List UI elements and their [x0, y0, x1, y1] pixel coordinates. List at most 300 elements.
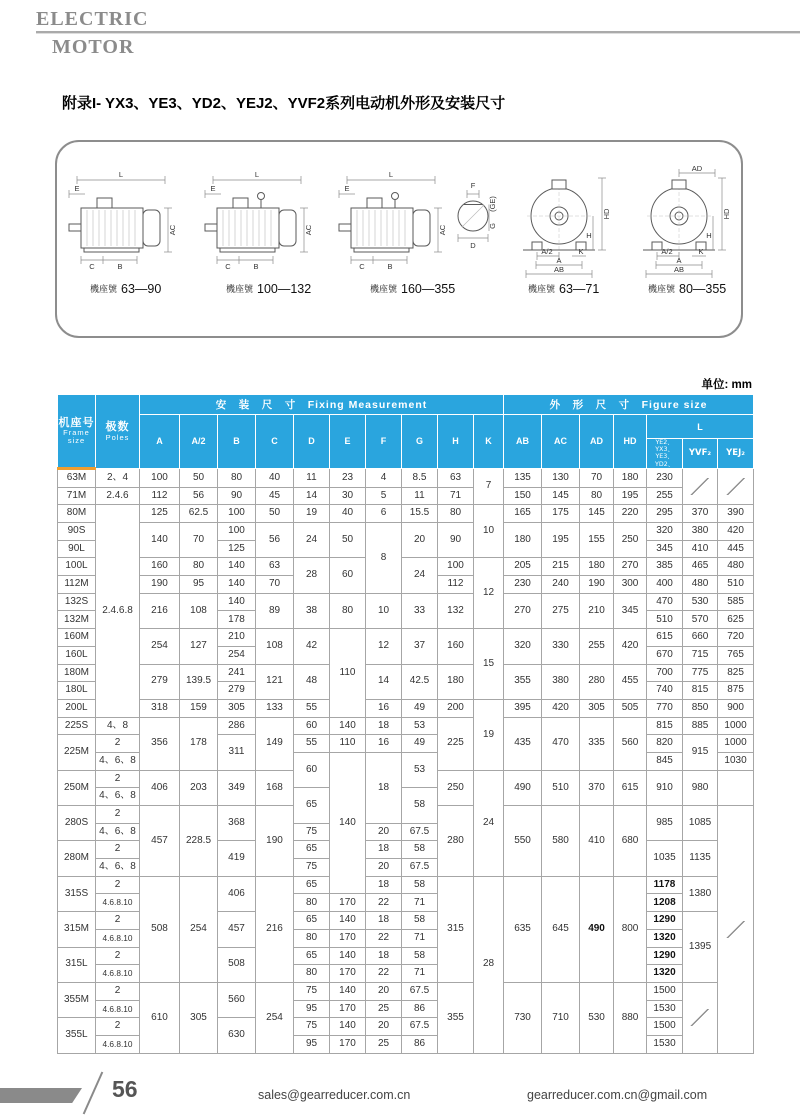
dim-label-L: L — [388, 170, 394, 179]
table-cell: 25 — [366, 1000, 402, 1018]
table-cell: 1320 — [647, 929, 683, 947]
table-cell: 38 — [294, 593, 330, 628]
table-cell: 95 — [294, 1000, 330, 1018]
caption-range-2: 100—132 — [257, 282, 312, 296]
table-cell: 286 — [218, 717, 256, 735]
table-cell: 190 — [256, 806, 294, 877]
table-cell: 2 — [96, 735, 140, 753]
table-cell: 55 — [294, 699, 330, 717]
diagram-panel — [55, 140, 743, 338]
dim-label-AB: AB — [553, 265, 565, 274]
table-cell: 900 — [718, 699, 754, 717]
dim-label-H: H — [706, 231, 712, 240]
table-cell: 112 — [140, 487, 180, 505]
table-cell: 254 — [140, 629, 180, 664]
table-cell: 60 — [294, 717, 330, 735]
table-cell: 315M — [58, 912, 96, 947]
table-row — [58, 523, 754, 541]
table-cell: 203 — [180, 770, 218, 805]
table-cell: 65 — [294, 947, 330, 965]
table-cell: 70 — [180, 523, 218, 558]
table-cell: 108 — [256, 629, 294, 664]
table-cell: 455 — [614, 664, 647, 699]
table-cell: 49 — [402, 735, 438, 753]
table-cell: 11 — [294, 468, 330, 487]
table-cell: 980 — [683, 770, 718, 805]
table-cell: 75 — [294, 982, 330, 1000]
table-row — [58, 558, 754, 576]
dim-label-K: K — [698, 247, 704, 256]
table-cell: 58 — [402, 912, 438, 930]
table-cell: 149 — [256, 717, 294, 770]
table-cell: 349 — [218, 770, 256, 805]
dim-label-L: L — [254, 170, 260, 179]
shaft-section-view — [458, 181, 497, 250]
table-cell: 15.5 — [402, 505, 438, 523]
table-cell: 910 — [647, 770, 683, 805]
table-cell: 42 — [294, 629, 330, 664]
table-cell: 305 — [218, 699, 256, 717]
table-cell: 610 — [140, 982, 180, 1053]
dim-label-HD: HD — [602, 208, 611, 220]
table-cell: 71 — [438, 487, 474, 505]
header-poles-zh: 极数 — [105, 421, 130, 434]
table-cell: 28 — [294, 558, 330, 593]
table-cell: 125 — [218, 540, 256, 558]
table-cell: 160M — [58, 629, 96, 647]
table-cell: 4.6.8.10 — [96, 929, 140, 947]
table-cell: 130 — [542, 468, 580, 487]
table-cell: 60 — [294, 752, 330, 787]
table-cell: 615 — [647, 629, 683, 647]
dim-label-A: A — [556, 256, 562, 265]
dim-label-AC: AC — [168, 224, 177, 236]
table-cell: 80 — [294, 894, 330, 912]
table-cell: 1000 — [718, 717, 754, 735]
table-cell: 1178 — [647, 876, 683, 894]
table-cell: 2 — [96, 982, 140, 1000]
dim-label-AC: AC — [438, 224, 447, 236]
table-cell: 67.5 — [402, 982, 438, 1000]
table-cell: 33 — [402, 593, 438, 628]
spec-table — [57, 394, 754, 1054]
table-cell: 190 — [140, 576, 180, 594]
header-col-F: F — [366, 415, 402, 469]
table-cell: 345 — [647, 540, 683, 558]
table-cell: 985 — [647, 806, 683, 841]
table-cell: 635 — [504, 876, 542, 982]
table-cell: 90S — [58, 523, 96, 541]
table-row — [58, 717, 754, 735]
table-cell: 195 — [614, 487, 647, 505]
header-col-A: A — [140, 415, 180, 469]
table-cell: 419 — [218, 841, 256, 876]
table-cell: 820 — [647, 735, 683, 753]
table-cell: 315S — [58, 876, 96, 911]
table-cell: 20 — [366, 859, 402, 877]
table-cell: 390 — [718, 505, 754, 523]
dim-label-D: D — [470, 241, 476, 250]
table-cell: 311 — [218, 735, 256, 770]
table-cell: 24 — [402, 558, 438, 593]
table-cell: 132S — [58, 593, 96, 611]
table-cell: 145 — [580, 505, 614, 523]
table-cell: 86 — [402, 1035, 438, 1053]
caption-prefix: 機座號 — [647, 284, 675, 294]
table-cell: 560 — [614, 717, 647, 770]
header-frame-size — [58, 395, 96, 469]
side-view-63-90 — [69, 170, 177, 296]
table-cell: 140 — [140, 523, 180, 558]
table-cell: 71 — [402, 894, 438, 912]
table-cell: 145 — [542, 487, 580, 505]
table-cell: 56 — [180, 487, 218, 505]
table-cell: 65 — [294, 788, 330, 823]
table-cell: 18 — [366, 876, 402, 894]
caption-range-1: 63—90 — [121, 282, 162, 296]
table-cell: 254 — [180, 876, 218, 982]
table-cell: 63 — [438, 468, 474, 487]
table-cell: 730 — [504, 982, 542, 1053]
table-cell: 345 — [614, 593, 647, 628]
table-cell: 250 — [614, 523, 647, 558]
table-cell: 875 — [718, 682, 754, 700]
table-cell: 280 — [438, 806, 474, 877]
table-cell: 385 — [647, 558, 683, 576]
table-cell: 95 — [294, 1035, 330, 1053]
table-cell: 815 — [647, 717, 683, 735]
table-cell: 70 — [580, 468, 614, 487]
table-cell: 178 — [218, 611, 256, 629]
table-cell: 4.6.8.10 — [96, 1035, 140, 1053]
table-cell: 216 — [140, 593, 180, 628]
table-row — [58, 629, 754, 647]
slash-cell — [718, 468, 754, 504]
table-cell: 200L — [58, 699, 96, 717]
slash-cell — [683, 982, 718, 1053]
brand-line-2: MOTOR — [52, 36, 135, 58]
table-cell: 645 — [542, 876, 580, 982]
table-cell: 2 — [96, 947, 140, 965]
header-divider — [36, 31, 800, 34]
table-cell: 1135 — [683, 841, 718, 876]
table-cell: 6 — [366, 505, 402, 523]
table-cell: 406 — [140, 770, 180, 805]
table-cell: 2 — [96, 841, 140, 859]
header-group-fixing: 安 装 尺 寸 Fixing Measurement — [140, 395, 504, 415]
table-cell: 100 — [218, 505, 256, 523]
table-cell: 1500 — [647, 1018, 683, 1036]
table-cell: 4.6.8.10 — [96, 894, 140, 912]
table-cell: 1030 — [718, 752, 754, 770]
table-cell: 49 — [402, 699, 438, 717]
table-cell: 60 — [330, 558, 366, 593]
table-cell: 18 — [366, 841, 402, 859]
table-cell: 420 — [718, 523, 754, 541]
dim-label-AD: AD — [691, 164, 703, 173]
table-cell: 20 — [366, 823, 402, 841]
table-cell: 67.5 — [402, 823, 438, 841]
table-cell: 550 — [504, 806, 542, 877]
table-cell: 24 — [474, 770, 504, 876]
dim-label-K: K — [578, 247, 584, 256]
slash-cell — [683, 468, 718, 504]
table-cell: 1000 — [718, 735, 754, 753]
table-row — [58, 664, 754, 682]
header-frame-en2: size — [67, 436, 86, 446]
table-cell: 80 — [580, 487, 614, 505]
table-cell: 220 — [614, 505, 647, 523]
table-cell: 7 — [474, 468, 504, 504]
table-cell: 815 — [683, 682, 718, 700]
table-cell: 368 — [218, 806, 256, 841]
table-cell: 12 — [366, 629, 402, 664]
caption-range-3: 160—355 — [401, 282, 456, 296]
table-cell: 155 — [580, 523, 614, 558]
table-cell: 18 — [366, 912, 402, 930]
table-cell: 270 — [614, 558, 647, 576]
table-cell: 10 — [366, 593, 402, 628]
header-col-L: L — [647, 415, 754, 439]
table-cell: 160 — [438, 629, 474, 664]
table-cell: 845 — [647, 752, 683, 770]
table-cell: 510 — [542, 770, 580, 805]
table-cell: 140 — [218, 576, 256, 594]
table-cell: 580 — [542, 806, 580, 877]
header-col-C: C — [256, 415, 294, 469]
table-cell: 89 — [256, 593, 294, 628]
header-subcol-series — [647, 439, 683, 469]
table-cell: 885 — [683, 717, 718, 735]
table-cell: 170 — [330, 894, 366, 912]
caption-prefix: 機座號 — [225, 284, 253, 294]
brand-line-1: ELECTRIC — [36, 8, 149, 30]
table-cell: 132 — [438, 593, 474, 628]
table-cell: 140 — [330, 1018, 366, 1036]
table-cell: 8.5 — [402, 468, 438, 487]
table-cell: 720 — [718, 629, 754, 647]
table-cell: 20 — [366, 982, 402, 1000]
caption-range-5: 80—355 — [679, 282, 727, 296]
table-cell: 435 — [504, 717, 542, 770]
dim-label-B: B — [387, 262, 393, 271]
caption-prefix: 機座號 — [527, 284, 555, 294]
table-cell: 140 — [218, 593, 256, 611]
dim-label-HD: HD — [722, 208, 731, 220]
table-cell: 139.5 — [180, 664, 218, 699]
table-cell: 50 — [330, 523, 366, 558]
dim-label-B: B — [117, 262, 123, 271]
table-cell: 305 — [580, 699, 614, 717]
table-cell: 80 — [330, 593, 366, 628]
table-cell: 25 — [366, 1035, 402, 1053]
table-cell: 50 — [180, 468, 218, 487]
table-cell: 420 — [614, 629, 647, 664]
table-cell: 225 — [438, 717, 474, 770]
table-cell: 370 — [580, 770, 614, 805]
table-cell: 2 — [96, 876, 140, 894]
table-cell: 180L — [58, 682, 96, 700]
table-cell: 225S — [58, 717, 96, 735]
table-cell: 175 — [542, 505, 580, 523]
header-col-B: B — [218, 415, 256, 469]
table-cell: 100L — [58, 558, 96, 576]
table-cell: 108 — [180, 593, 218, 628]
motor-diagrams — [57, 142, 741, 336]
table-cell: 160L — [58, 646, 96, 664]
header-subcol-series-line2: YE3、YD2、 — [655, 453, 675, 468]
table-cell: 170 — [330, 965, 366, 983]
table-cell: 4.6.8.10 — [96, 1000, 140, 1018]
table-cell: 295 — [647, 505, 683, 523]
table-cell: 75 — [294, 859, 330, 877]
table-cell: 710 — [542, 982, 580, 1053]
table-cell: 210 — [218, 629, 256, 647]
table-cell: 48 — [294, 664, 330, 699]
table-cell: 71 — [402, 929, 438, 947]
page-number: 56 — [112, 1076, 138, 1102]
table-cell: 315L — [58, 947, 96, 982]
dim-label-C: C — [225, 262, 231, 271]
table-cell: 14 — [366, 664, 402, 699]
table-cell: 279 — [140, 664, 180, 699]
table-cell: 505 — [614, 699, 647, 717]
table-cell: 270 — [504, 593, 542, 628]
dim-label-H: H — [586, 231, 592, 240]
table-cell: 630 — [218, 1018, 256, 1053]
table-cell: 180 — [438, 664, 474, 699]
table-cell: 825 — [718, 664, 754, 682]
table-cell: 1530 — [647, 1035, 683, 1053]
unit-note: 单位: mm — [701, 379, 752, 391]
table-cell: 140 — [330, 982, 366, 1000]
table-cell: 110 — [330, 735, 366, 753]
table-cell: 4、6、8 — [96, 752, 140, 770]
header-col-A2: A/2 — [180, 415, 218, 469]
table-cell: 228.5 — [180, 806, 218, 877]
table-row — [58, 487, 754, 505]
table-cell — [718, 770, 754, 805]
header-frame-en1: Frame — [63, 428, 90, 438]
table-cell: 40 — [256, 468, 294, 487]
table-cell: 457 — [140, 806, 180, 877]
table-cell: 4、6、8 — [96, 859, 140, 877]
table-cell: 280 — [580, 664, 614, 699]
table-cell: 75 — [294, 1018, 330, 1036]
table-cell: 1320 — [647, 965, 683, 983]
table-cell: 140 — [330, 947, 366, 965]
table-cell: 1380 — [683, 876, 718, 911]
table-cell: 585 — [718, 593, 754, 611]
caption-range-4: 63—71 — [559, 282, 600, 296]
table-cell: 121 — [256, 664, 294, 699]
table-cell: 133 — [256, 699, 294, 717]
header-col-G: G — [402, 415, 438, 469]
table-cell: 380 — [542, 664, 580, 699]
table-cell: 180 — [504, 523, 542, 558]
table-cell: 10 — [474, 505, 504, 558]
table-cell: 22 — [366, 929, 402, 947]
table-cell: 65 — [294, 876, 330, 894]
table-cell: 19 — [294, 505, 330, 523]
table-cell: 250M — [58, 770, 96, 805]
footer-email-sales: sales@gearreducer.com.cn — [258, 1088, 411, 1102]
table-cell: 100 — [140, 468, 180, 487]
page-title: 附录I- YX3、YE3、YD2、YEJ2、YVF2系列电动机外形及安装尺寸 — [62, 95, 506, 112]
header-col-AD: AD — [580, 415, 614, 469]
table-cell: 300 — [614, 576, 647, 594]
table-cell: 12 — [474, 558, 504, 629]
table-cell: 58 — [402, 788, 438, 823]
table-cell: 19 — [474, 699, 504, 770]
table-cell: 18 — [366, 947, 402, 965]
table-cell: 1035 — [647, 841, 683, 876]
table-cell: 195 — [542, 523, 580, 558]
table-cell: 2.4.6.8 — [96, 505, 140, 717]
table-cell: 225M — [58, 735, 96, 770]
header-col-HD: HD — [614, 415, 647, 469]
table-cell: 80M — [58, 505, 96, 523]
table-cell: 490 — [580, 876, 614, 982]
table-cell: 80 — [218, 468, 256, 487]
dim-label-C: C — [89, 262, 95, 271]
table-cell: 335 — [580, 717, 614, 770]
table-cell: 210 — [580, 593, 614, 628]
table-cell: 625 — [718, 611, 754, 629]
table-cell: 90 — [438, 523, 474, 558]
table-cell: 406 — [218, 876, 256, 911]
table-cell: 480 — [718, 558, 754, 576]
eyebolt-icon — [392, 193, 399, 200]
table-body — [58, 468, 754, 1053]
table-cell: 356 — [140, 717, 180, 770]
table-cell: 112M — [58, 576, 96, 594]
table-cell: 4 — [366, 468, 402, 487]
table-cell: 53 — [402, 717, 438, 735]
header-poles-en: Poles — [105, 432, 130, 442]
table-cell: 62.5 — [180, 505, 218, 523]
table-cell: 275 — [542, 593, 580, 628]
table-cell: 11 — [402, 487, 438, 505]
table-cell: 254 — [218, 646, 256, 664]
table-cell: 58 — [402, 841, 438, 859]
table-header — [58, 395, 754, 469]
dim-label-G: G — [488, 223, 497, 229]
table-cell: 63 — [256, 558, 294, 576]
table-cell: 170 — [330, 1035, 366, 1053]
table-cell: 16 — [366, 735, 402, 753]
dim-label-B: B — [253, 262, 259, 271]
table-row — [58, 699, 754, 717]
table-cell: 90L — [58, 540, 96, 558]
table-cell: 615 — [614, 770, 647, 805]
side-view-100-132 — [205, 170, 313, 296]
table-cell: 255 — [647, 487, 683, 505]
table-cell: 80 — [294, 929, 330, 947]
table-cell: 254 — [256, 982, 294, 1053]
dim-label-C: C — [359, 262, 365, 271]
table-cell: 67.5 — [402, 1018, 438, 1036]
table-cell: 125 — [140, 505, 180, 523]
table-cell: 56 — [256, 523, 294, 558]
header-col-H: H — [438, 415, 474, 469]
header-frame-zh: 机座号 — [58, 417, 95, 430]
table-cell: 680 — [614, 806, 647, 877]
table-cell: 140 — [330, 717, 366, 735]
table-cell: 800 — [614, 876, 647, 982]
side-view-160-355 — [339, 170, 455, 296]
table-cell: 42.5 — [402, 664, 438, 699]
